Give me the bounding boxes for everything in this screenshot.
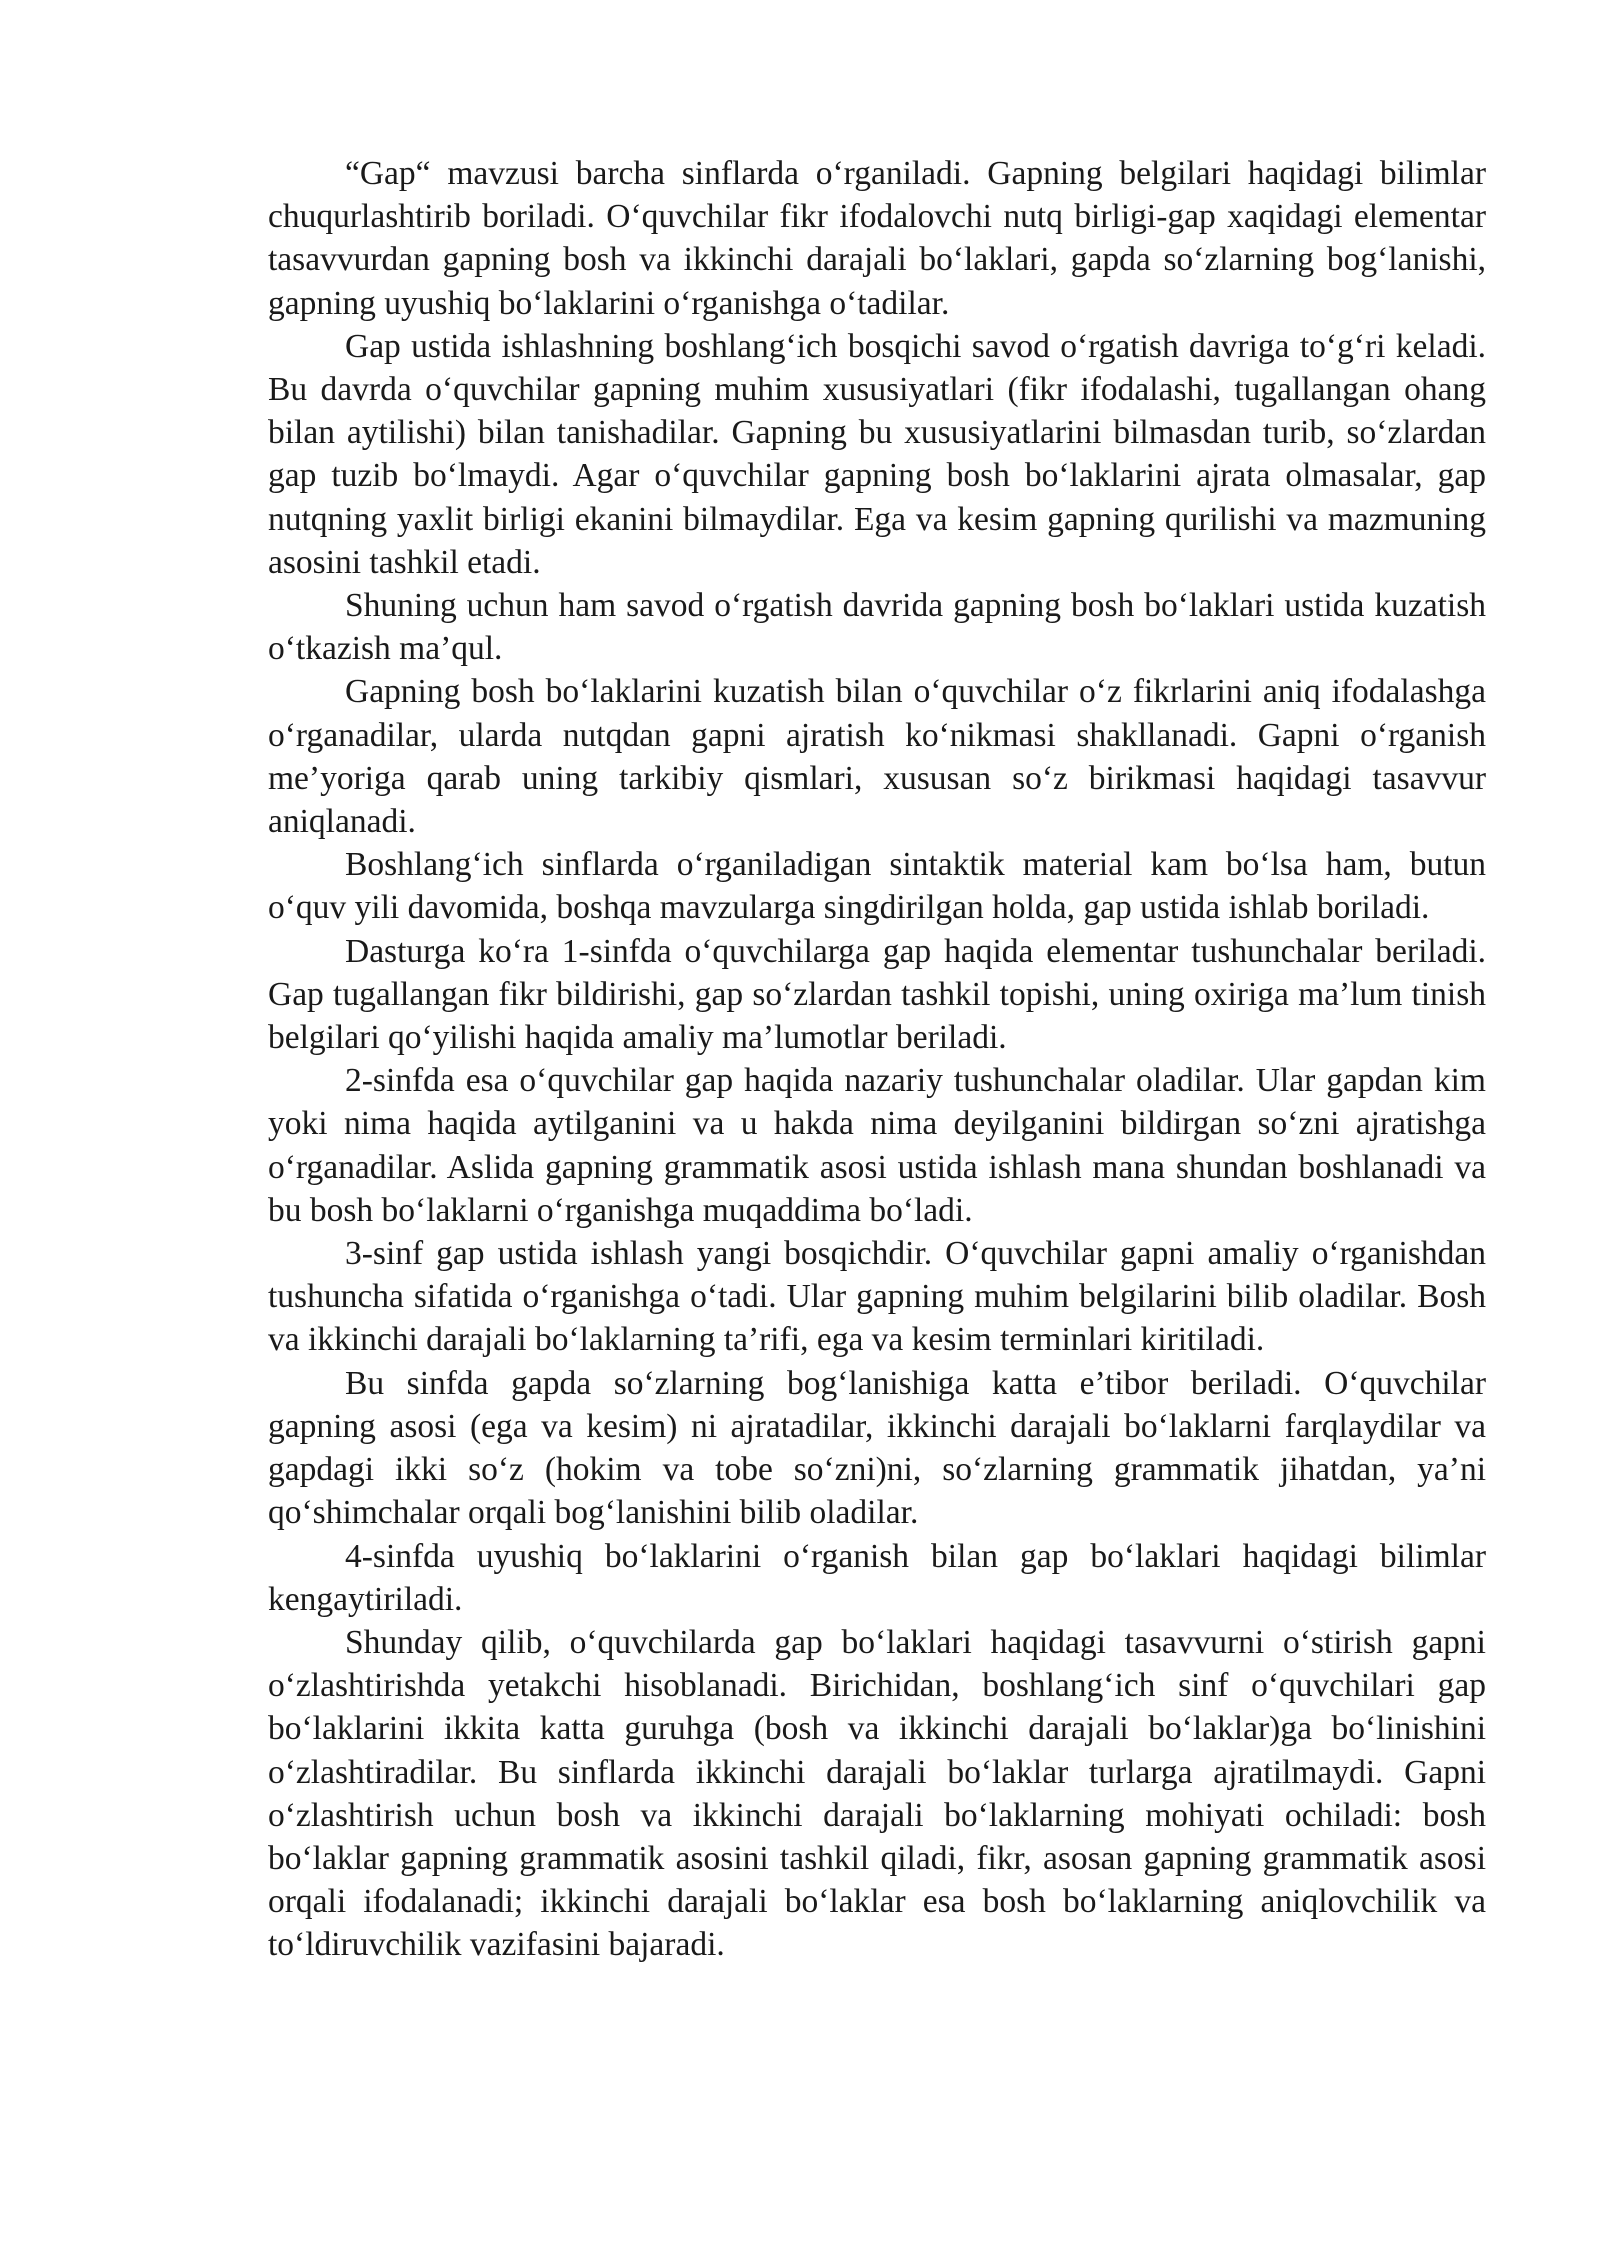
paragraph: Bu sinfda gapda so‘zlarning bog‘lanishiga katta e’tibor beriladi. O‘quvchilar gapning asosi (ega va kesim) ni ajratadilar, ikkinchi darajali bo‘laklarni farqlaydilar va gapdagi ikki so‘z (hokim va tobe so‘zni)ni, so‘zlarning grammatik jihatdan, ya’ni qo‘shimchalar orqali bog‘lanishini bilib oladilar. [268, 1364, 1486, 1532]
paragraph: 2-sinfda esa o‘quvchilar gap haqida nazariy tushunchalar oladilar. Ular gapdan kim yoki nima haqida aytilganini va u hakda nima deyilganini bildirgan so‘zni ajratishga o‘rganadilar. Aslida gapning grammatik asosi ustida ishlash mana shundan boshlanadi va bu bosh bo‘laklarni o‘rganishga muqaddima bo‘ladi. [268, 1062, 1486, 1229]
paragraph: 4-sinfda uyushiq bo‘laklarini o‘rganish bilan gap bo‘laklari haqidagi bilimlar kengaytiriladi. [268, 1537, 1486, 1618]
paragraph: Shunday qilib, o‘quvchilarda gap bo‘laklari haqidagi tasavvurni o‘stirish gapni o‘zlashtirishda yetakchi hisoblanadi. Birichidan, boshlang‘ich sinf o‘quvchilari gap bo‘laklarini ikkita katta guruhga (bosh va ikkinchi darajali bo‘laklar)ga bo‘linishini o‘zlashtiradilar. Bu sinflarda ikkinchi darajali bo‘laklar turlarga ajratilmaydi. Gapni o‘zlashtirish uchun bosh va ikkinchi darajali bo‘laklarning mohiyati ochiladi: bosh bo‘laklar gapning grammatik asosini tashkil qiladi, fikr, asosan gapning grammatik asosi orqali ifodalanadi; ikkinchi darajali bo‘laklar esa bosh bo‘laklarning aniqlovchilik va to‘ldiruvchilik vazifasini bajaradi. [268, 1623, 1486, 1964]
paragraph: Boshlang‘ich sinflarda o‘rganiladigan sintaktik material kam bo‘lsa ham, butun o‘quv yili davomida, boshqa mavzularga singdirilgan holda, gap ustida ishlab boriladi. [268, 846, 1486, 927]
paragraph: 3-sinf gap ustida ishlash yangi bosqichdir. O‘quvchilar gapni amaliy o‘rganishdan tushuncha sifatida o‘rganishga o‘tadi. Ular gapning muhim belgilarini bilib oladilar. Bosh va ikkinchi darajali bo‘laklarning ta’rifi, ega va kesim terminlari kiritiladi. [268, 1235, 1486, 1359]
paragraph: “Gap“ mavzusi barcha sinflarda o‘rganiladi. Gapning belgilari haqidagi bilimlar chuqurlashtirib boriladi. O‘quvchilar fikr ifodalovchi nutq birligi-gap xaqidagi elementar tasavvurdan gapning bosh va ikkinchi darajali bo‘laklari, gapda so‘zlarning bog‘lanishi, gapning uyushiq bo‘laklarini o‘rganishga o‘tadilar. [268, 155, 1486, 322]
paragraph: Shuning uchun ham savod o‘rgatish davrida gapning bosh bo‘laklari ustida kuzatish o‘tkazish ma’qul. [268, 587, 1486, 668]
paragraph: Gapning bosh bo‘laklarini kuzatish bilan o‘quvchilar o‘z fikrlarini aniq ifodalashga o‘rganadilar, ularda nutqdan gapni ajratish ko‘nikmasi shakllanadi. Gapni o‘rganish me’yoriga qarab uning tarkibiy qismlari, xususan so‘z birikmasi haqidagi tasavvur aniqlanadi. [268, 673, 1486, 841]
paragraph: Dasturga ko‘ra 1-sinfda o‘quvchilarga gap haqida elementar tushunchalar beriladi. Gap tugallangan fikr bildirishi, gap so‘zlardan tashkil topishi, uning oxiriga ma’lum tinish belgilari qo‘yilishi haqida amaliy ma’lumotlar beriladi. [268, 932, 1486, 1057]
document-body [268, 152, 1486, 1967]
paragraph: Gap ustida ishlashning boshlang‘ich bosqichi savod o‘rgatish davriga to‘g‘ri keladi. Bu davrda o‘quvchilar gapning muhim xususiyatlari (fikr ifodalashi, tugallangan ohang bilan aytilishi) bilan tanishadilar. Gapning bu xususiyatlarini bilmasdan turib, so‘zlardan gap tuzib bo‘lmaydi. Agar o‘quvchilar gapning bosh bo‘laklarini ajrata olmasalar, gap nutqning yaxlit birligi ekanini bilmaydilar. Ega va kesim gapning qurilishi va mazmuning asosini tashkil etadi. [268, 327, 1486, 581]
